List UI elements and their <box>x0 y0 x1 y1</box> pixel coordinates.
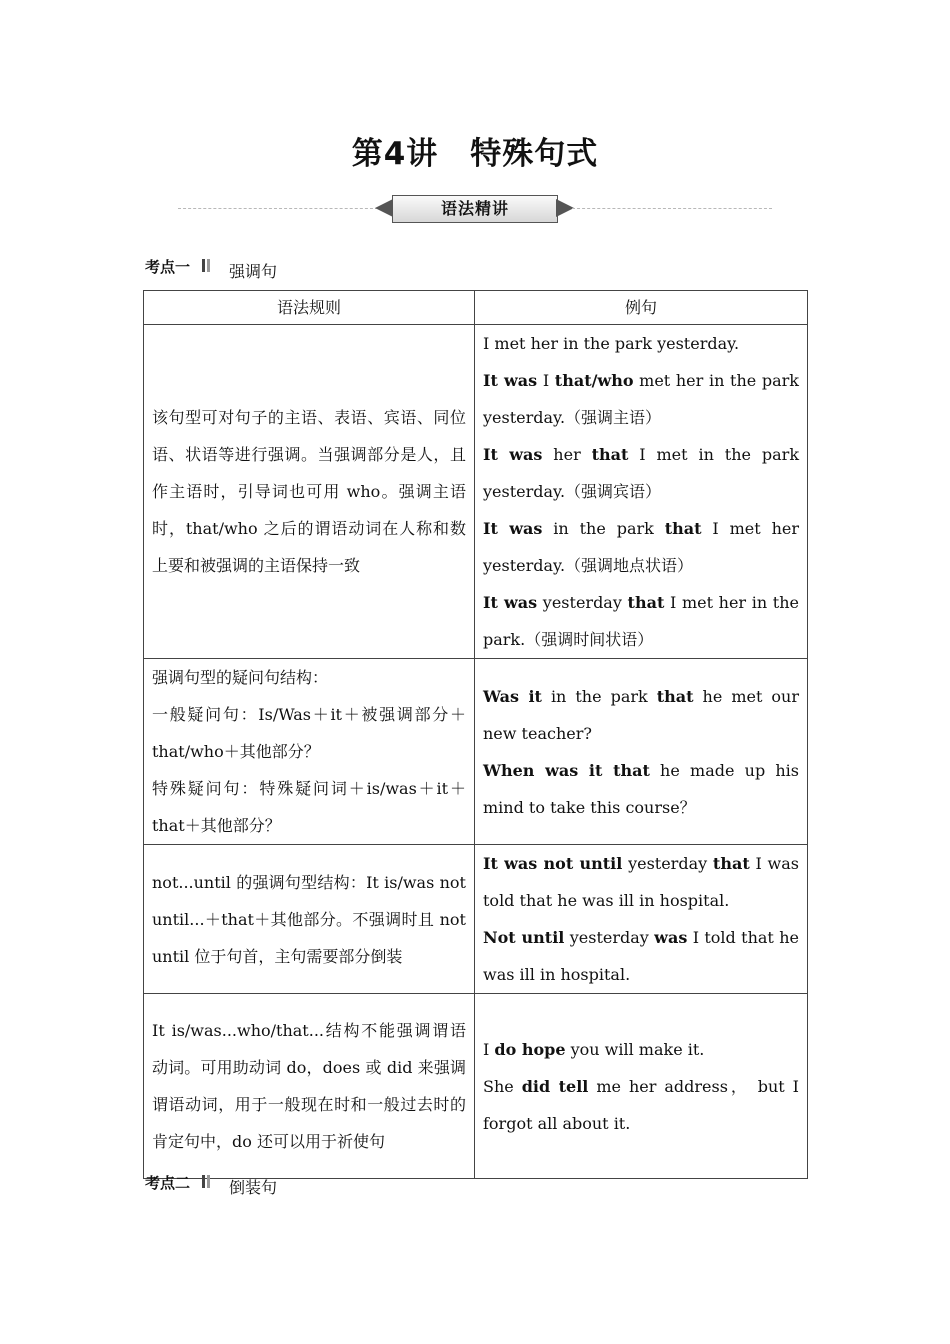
tag-bar-icon <box>207 1175 210 1188</box>
emphasis-text: that <box>712 854 750 873</box>
emphasis-text: It was not until <box>483 854 623 873</box>
example-sentence <box>483 325 799 362</box>
sentence-text: he met our new teacher? <box>483 686 799 743</box>
sentence-text: he made up his mind to take this course？ <box>483 760 800 817</box>
emphasis-text: It was <box>483 371 538 390</box>
table-header-row <box>144 291 808 325</box>
emphasis-text: do hope <box>494 1039 566 1059</box>
rule-line: 一般疑问句：Is/Was＋it＋被强调部分＋that/who＋其他部分？ <box>152 705 466 761</box>
banner-arrow-left-icon <box>375 199 393 217</box>
emphasis-text: that/who <box>554 371 634 390</box>
page-title: 第4讲 特殊句式 <box>351 136 599 172</box>
example-sentence <box>483 919 799 993</box>
table-row <box>144 325 808 659</box>
sentence-text: I told that he was ill in hospital. <box>483 928 799 984</box>
section-tag: 考点二 <box>145 1174 191 1192</box>
emphasis-text: Was it <box>483 686 542 706</box>
rule-cell: not...until 的强调句型结构：It is/was not until...＋that＋其他部分。不强调时且 not until 位于句首，主句需要部分倒装 <box>144 845 475 994</box>
sentence-text: I met in the park yesterday.（强调宾语） <box>483 445 800 501</box>
sentence-text: yesterday <box>622 854 713 873</box>
example-sentence <box>483 678 799 752</box>
emphasis-text: It was <box>483 593 538 612</box>
sentence-text: I <box>483 1039 495 1059</box>
rule-cell <box>144 659 475 845</box>
banner-divider-right <box>572 208 772 209</box>
sentence-text: her <box>542 445 592 464</box>
sentence-text: me her address， but I forgot all about it. <box>483 1076 799 1133</box>
example-sentence <box>483 752 799 826</box>
banner-divider-left <box>178 208 378 209</box>
example-sentence <box>483 1068 799 1142</box>
sentence-text: I was told that he was ill in hospital. <box>483 854 800 910</box>
header-example: 例句 <box>475 291 808 325</box>
emphasis-text: that <box>627 593 665 612</box>
emphasis-text: was <box>654 928 688 947</box>
table-row <box>144 659 808 845</box>
sentence-text: in the park <box>542 519 665 538</box>
sentence-text: I <box>537 371 555 390</box>
section-label: 强调句 <box>229 262 278 281</box>
section-banner: 语法精讲 <box>392 195 558 223</box>
section-label: 倒装句 <box>229 1178 278 1197</box>
sentence-text: I met her in the park.（强调时间状语） <box>483 593 799 649</box>
table-row <box>144 994 808 1179</box>
sentence-text: you will make it. <box>565 1039 705 1059</box>
tag-bar-icon <box>202 259 205 272</box>
rule-line: 强调句型的疑问句结构： <box>152 668 329 687</box>
sentence-text: She <box>483 1076 522 1096</box>
section-tag: 考点一 <box>145 258 191 276</box>
sentence-text: I met her in the park yesterday. <box>483 334 740 353</box>
sentence-text: I met her yesterday.（强调地点状语） <box>483 519 800 575</box>
rule-cell: 该句型可对句子的主语、表语、宾语、同位语、状语等进行强调。当强调部分是人，且作主语时，引导词也可用 who。强调主语时，that/who 之后的谓语动词在人称和数上要和被强调的主语保持一致 <box>144 325 475 659</box>
example-sentence <box>483 1031 799 1068</box>
rule-line: 特殊疑问句：特殊疑问词＋is/was＋it＋that＋其他部分？ <box>152 779 466 835</box>
header-rule: 语法规则 <box>144 291 475 325</box>
emphasis-text: It was <box>483 445 543 464</box>
sentence-text: yesterday <box>537 593 628 612</box>
emphasis-text: that <box>664 519 702 538</box>
tag-bar-icon <box>207 259 210 272</box>
tag-bar-icon <box>202 1175 205 1188</box>
example-sentence <box>483 436 799 510</box>
sentence-text: yesterday <box>564 928 655 947</box>
example-sentence <box>483 845 799 919</box>
emphasis-text: that <box>656 686 694 706</box>
emphasis-text: that <box>591 445 629 464</box>
emphasis-text: It was <box>483 519 543 538</box>
example-sentence <box>483 584 799 658</box>
example-cell <box>475 994 808 1179</box>
emphasis-text: Not until <box>483 928 565 947</box>
example-cell <box>475 845 808 994</box>
emphasis-text: When was it that <box>483 760 650 780</box>
example-sentence <box>483 510 799 584</box>
example-cell <box>475 659 808 845</box>
table-row <box>144 845 808 994</box>
emphasis-text: did tell <box>521 1076 589 1096</box>
sentence-text: in the park <box>541 686 657 706</box>
sentence-text: met her in the park yesterday.（强调主语） <box>483 371 800 427</box>
example-cell <box>475 325 808 659</box>
rule-cell: It is/was...who/that...结构不能强调谓语动词。可用助动词 do，does 或 did 来强调谓语动词，用于一般现在时和一般过去时的肯定句中，do 还可以用于祈使句 <box>144 994 475 1179</box>
grammar-table <box>143 290 808 1179</box>
example-sentence <box>483 362 799 436</box>
